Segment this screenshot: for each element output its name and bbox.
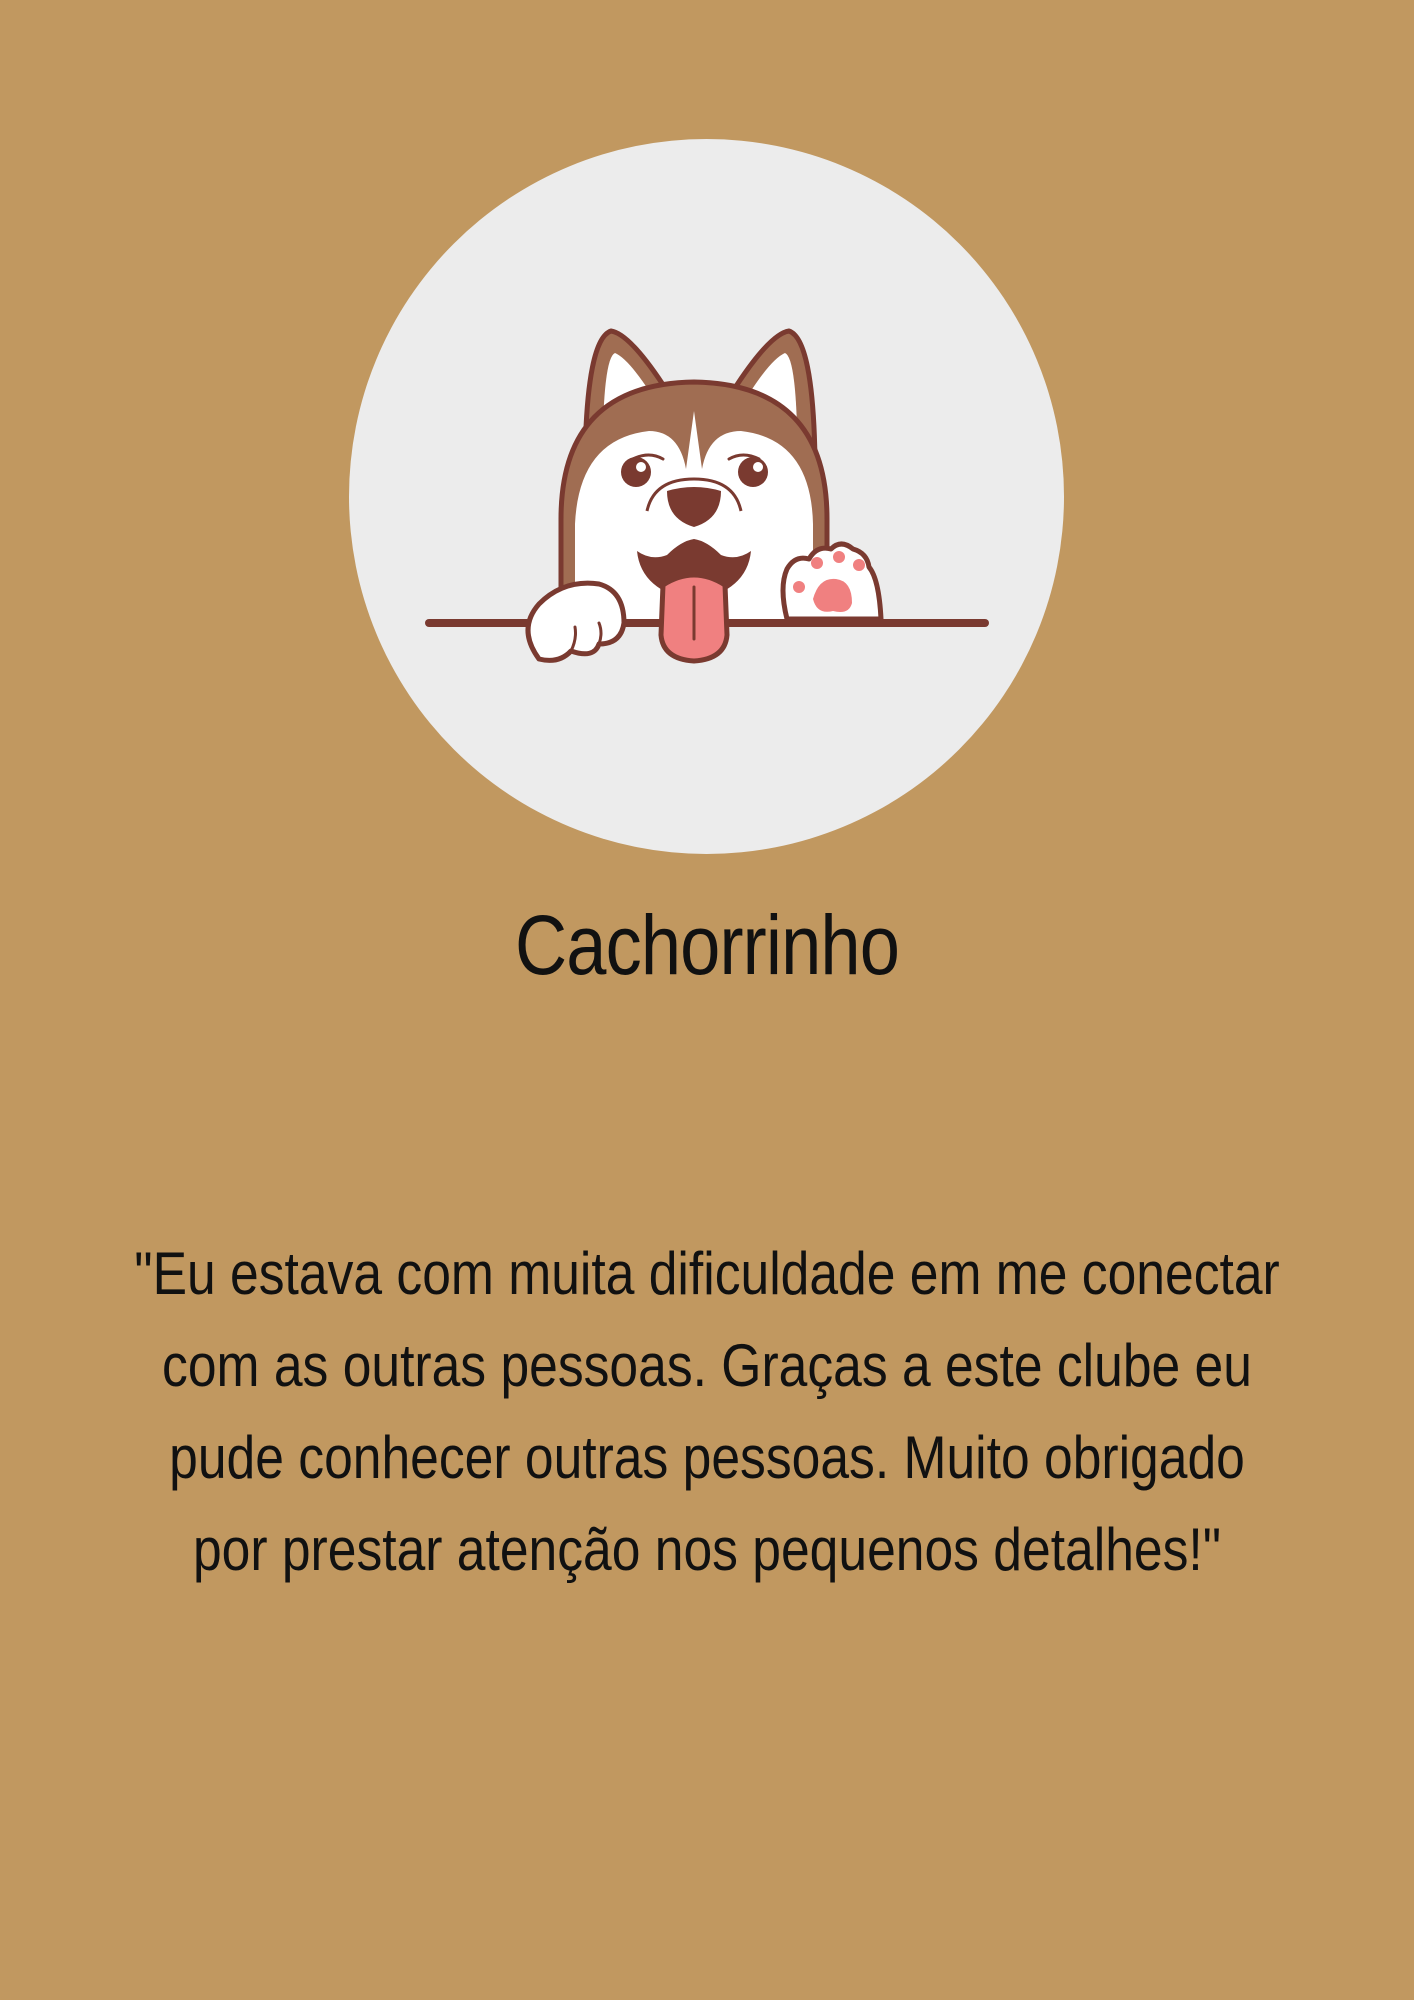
testimonial-quote: "Eu estava com muita dificuldade em me conectar com as outras pessoas. Graças a este clube eu pude conhecer outras pessoas. Muito obrigado por prestar atenção nos pequenos detalhes!": [134, 1240, 1280, 1583]
husky-dog-peeking-icon: [349, 139, 1064, 854]
avatar: [349, 139, 1064, 854]
testimonial-name: Cachorrinho: [514, 898, 900, 992]
